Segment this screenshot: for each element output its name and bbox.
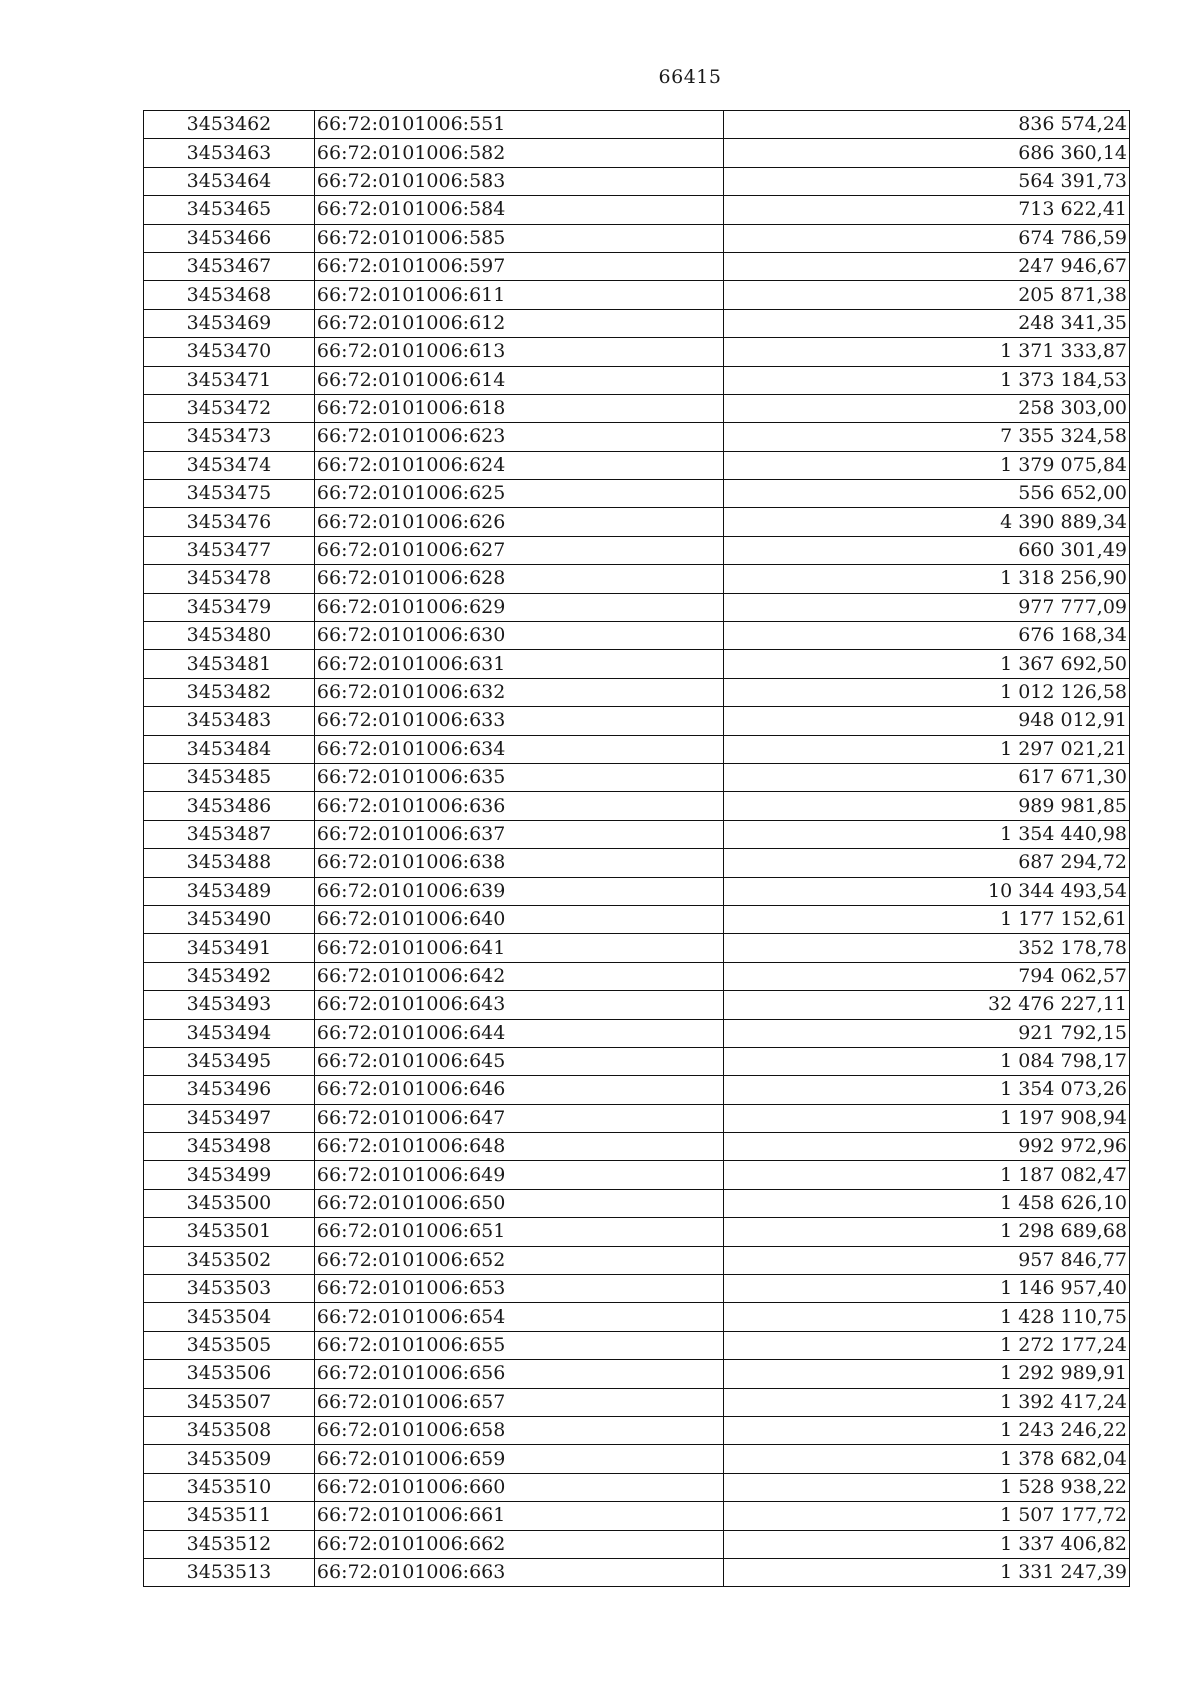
row-id-cell: 3453493 <box>144 991 315 1019</box>
cadastral-number-cell: 66:72:0101006:614 <box>314 366 724 394</box>
value-cell: 1 379 075,84 <box>724 451 1130 479</box>
cadastral-number-cell: 66:72:0101006:658 <box>314 1416 724 1444</box>
value-cell: 674 786,59 <box>724 224 1130 252</box>
row-id-cell: 3453491 <box>144 934 315 962</box>
value-cell: 556 652,00 <box>724 480 1130 508</box>
table-row <box>144 1246 1130 1274</box>
row-id-cell: 3453497 <box>144 1104 315 1132</box>
value-cell: 1 337 406,82 <box>724 1530 1130 1558</box>
row-id-cell: 3453507 <box>144 1388 315 1416</box>
table-row <box>144 820 1130 848</box>
cadastral-number-cell: 66:72:0101006:651 <box>314 1218 724 1246</box>
table-row <box>144 650 1130 678</box>
table-row <box>144 678 1130 706</box>
row-id-cell: 3453477 <box>144 536 315 564</box>
row-id-cell: 3453509 <box>144 1445 315 1473</box>
value-cell: 1 146 957,40 <box>724 1275 1130 1303</box>
row-id-cell: 3453468 <box>144 281 315 309</box>
table-row <box>144 1047 1130 1075</box>
cadastral-number-cell: 66:72:0101006:640 <box>314 905 724 933</box>
value-cell: 1 084 798,17 <box>724 1047 1130 1075</box>
row-id-cell: 3453510 <box>144 1473 315 1501</box>
cadastral-number-cell: 66:72:0101006:584 <box>314 196 724 224</box>
row-id-cell: 3453496 <box>144 1076 315 1104</box>
table-row <box>144 480 1130 508</box>
cadastral-number-cell: 66:72:0101006:632 <box>314 678 724 706</box>
row-id-cell: 3453513 <box>144 1558 315 1586</box>
cadastral-number-cell: 66:72:0101006:649 <box>314 1161 724 1189</box>
row-id-cell: 3453481 <box>144 650 315 678</box>
value-cell: 1 292 989,91 <box>724 1360 1130 1388</box>
table-row <box>144 962 1130 990</box>
cadastral-number-cell: 66:72:0101006:655 <box>314 1331 724 1359</box>
cadastral-number-cell: 66:72:0101006:641 <box>314 934 724 962</box>
cadastral-number-cell: 66:72:0101006:627 <box>314 536 724 564</box>
row-id-cell: 3453473 <box>144 423 315 451</box>
table-row <box>144 763 1130 791</box>
table-row <box>144 1133 1130 1161</box>
row-id-cell: 3453498 <box>144 1133 315 1161</box>
cadastral-number-cell: 66:72:0101006:663 <box>314 1558 724 1586</box>
value-cell: 660 301,49 <box>724 536 1130 564</box>
table-row <box>144 1502 1130 1530</box>
row-id-cell: 3453508 <box>144 1416 315 1444</box>
table-row <box>144 1275 1130 1303</box>
table-body <box>144 111 1130 1587</box>
table-row <box>144 1445 1130 1473</box>
value-cell: 794 062,57 <box>724 962 1130 990</box>
value-cell: 687 294,72 <box>724 849 1130 877</box>
value-cell: 1 243 246,22 <box>724 1416 1130 1444</box>
row-id-cell: 3453485 <box>144 763 315 791</box>
table-row <box>144 735 1130 763</box>
value-cell: 1 507 177,72 <box>724 1502 1130 1530</box>
table-row <box>144 111 1130 139</box>
row-id-cell: 3453504 <box>144 1303 315 1331</box>
row-id-cell: 3453487 <box>144 820 315 848</box>
cadastral-number-cell: 66:72:0101006:647 <box>314 1104 724 1132</box>
row-id-cell: 3453470 <box>144 338 315 366</box>
row-id-cell: 3453499 <box>144 1161 315 1189</box>
value-cell: 1 367 692,50 <box>724 650 1130 678</box>
row-id-cell: 3453506 <box>144 1360 315 1388</box>
cadastral-number-cell: 66:72:0101006:653 <box>314 1275 724 1303</box>
value-cell: 1 354 440,98 <box>724 820 1130 848</box>
table-row <box>144 905 1130 933</box>
row-id-cell: 3453464 <box>144 167 315 195</box>
value-cell: 258 303,00 <box>724 394 1130 422</box>
table-row <box>144 224 1130 252</box>
row-id-cell: 3453467 <box>144 252 315 280</box>
table-row <box>144 309 1130 337</box>
row-id-cell: 3453511 <box>144 1502 315 1530</box>
value-cell: 836 574,24 <box>724 111 1130 139</box>
value-cell: 1 012 126,58 <box>724 678 1130 706</box>
table-row <box>144 707 1130 735</box>
value-cell: 617 671,30 <box>724 763 1130 791</box>
cadastral-number-cell: 66:72:0101006:633 <box>314 707 724 735</box>
row-id-cell: 3453503 <box>144 1275 315 1303</box>
value-cell: 10 344 493,54 <box>724 877 1130 905</box>
row-id-cell: 3453475 <box>144 480 315 508</box>
row-id-cell: 3453495 <box>144 1047 315 1075</box>
value-cell: 1 318 256,90 <box>724 565 1130 593</box>
table-row <box>144 1530 1130 1558</box>
cadastral-number-cell: 66:72:0101006:628 <box>314 565 724 593</box>
table-row <box>144 1161 1130 1189</box>
cadastral-number-cell: 66:72:0101006:637 <box>314 820 724 848</box>
cadastral-number-cell: 66:72:0101006:551 <box>314 111 724 139</box>
row-id-cell: 3453500 <box>144 1189 315 1217</box>
value-cell: 564 391,73 <box>724 167 1130 195</box>
cadastral-number-cell: 66:72:0101006:626 <box>314 508 724 536</box>
row-id-cell: 3453472 <box>144 394 315 422</box>
cadastral-number-cell: 66:72:0101006:643 <box>314 991 724 1019</box>
table-row <box>144 252 1130 280</box>
table-row <box>144 622 1130 650</box>
table-row <box>144 1388 1130 1416</box>
table-row <box>144 451 1130 479</box>
cadastral-number-cell: 66:72:0101006:630 <box>314 622 724 650</box>
table-row <box>144 394 1130 422</box>
value-cell: 1 197 908,94 <box>724 1104 1130 1132</box>
value-cell: 992 972,96 <box>724 1133 1130 1161</box>
cadastral-number-cell: 66:72:0101006:583 <box>314 167 724 195</box>
cadastral-number-cell: 66:72:0101006:629 <box>314 593 724 621</box>
cadastral-number-cell: 66:72:0101006:618 <box>314 394 724 422</box>
value-cell: 957 846,77 <box>724 1246 1130 1274</box>
row-id-cell: 3453505 <box>144 1331 315 1359</box>
row-id-cell: 3453462 <box>144 111 315 139</box>
value-cell: 1 187 082,47 <box>724 1161 1130 1189</box>
row-id-cell: 3453484 <box>144 735 315 763</box>
table-row <box>144 1558 1130 1586</box>
row-id-cell: 3453466 <box>144 224 315 252</box>
cadastral-number-cell: 66:72:0101006:612 <box>314 309 724 337</box>
row-id-cell: 3453479 <box>144 593 315 621</box>
cadastral-number-cell: 66:72:0101006:654 <box>314 1303 724 1331</box>
table-row <box>144 1019 1130 1047</box>
value-cell: 921 792,15 <box>724 1019 1130 1047</box>
row-id-cell: 3453469 <box>144 309 315 337</box>
cadastral-number-cell: 66:72:0101006:652 <box>314 1246 724 1274</box>
cadastral-number-cell: 66:72:0101006:635 <box>314 763 724 791</box>
table-row <box>144 934 1130 962</box>
value-cell: 32 476 227,11 <box>724 991 1130 1019</box>
cadastral-value-table <box>143 110 1130 1587</box>
cadastral-number-cell: 66:72:0101006:625 <box>314 480 724 508</box>
table-row <box>144 991 1130 1019</box>
value-cell: 1 458 626,10 <box>724 1189 1130 1217</box>
cadastral-number-cell: 66:72:0101006:638 <box>314 849 724 877</box>
value-cell: 686 360,14 <box>724 139 1130 167</box>
cadastral-number-cell: 66:72:0101006:613 <box>314 338 724 366</box>
cadastral-number-cell: 66:72:0101006:646 <box>314 1076 724 1104</box>
cadastral-number-cell: 66:72:0101006:631 <box>314 650 724 678</box>
value-cell: 948 012,91 <box>724 707 1130 735</box>
value-cell: 1 373 184,53 <box>724 366 1130 394</box>
row-id-cell: 3453492 <box>144 962 315 990</box>
cadastral-number-cell: 66:72:0101006:657 <box>314 1388 724 1416</box>
row-id-cell: 3453474 <box>144 451 315 479</box>
table-row <box>144 338 1130 366</box>
row-id-cell: 3453463 <box>144 139 315 167</box>
value-cell: 1 298 689,68 <box>724 1218 1130 1246</box>
table-row <box>144 366 1130 394</box>
row-id-cell: 3453471 <box>144 366 315 394</box>
table-row <box>144 849 1130 877</box>
row-id-cell: 3453488 <box>144 849 315 877</box>
table-row <box>144 423 1130 451</box>
cadastral-number-cell: 66:72:0101006:648 <box>314 1133 724 1161</box>
table-row <box>144 877 1130 905</box>
value-cell: 977 777,09 <box>724 593 1130 621</box>
cadastral-number-cell: 66:72:0101006:642 <box>314 962 724 990</box>
cadastral-number-cell: 66:72:0101006:624 <box>314 451 724 479</box>
row-id-cell: 3453482 <box>144 678 315 706</box>
table-row <box>144 536 1130 564</box>
value-cell: 205 871,38 <box>724 281 1130 309</box>
row-id-cell: 3453501 <box>144 1218 315 1246</box>
value-cell: 713 622,41 <box>724 196 1130 224</box>
cadastral-number-cell: 66:72:0101006:611 <box>314 281 724 309</box>
cadastral-number-cell: 66:72:0101006:656 <box>314 1360 724 1388</box>
cadastral-number-cell: 66:72:0101006:623 <box>314 423 724 451</box>
value-cell: 989 981,85 <box>724 792 1130 820</box>
value-cell: 1 354 073,26 <box>724 1076 1130 1104</box>
row-id-cell: 3453489 <box>144 877 315 905</box>
table-row <box>144 593 1130 621</box>
row-id-cell: 3453490 <box>144 905 315 933</box>
cadastral-number-cell: 66:72:0101006:585 <box>314 224 724 252</box>
cadastral-number-cell: 66:72:0101006:660 <box>314 1473 724 1501</box>
cadastral-number-cell: 66:72:0101006:644 <box>314 1019 724 1047</box>
cadastral-number-cell: 66:72:0101006:645 <box>314 1047 724 1075</box>
table-row <box>144 196 1130 224</box>
table-row <box>144 1218 1130 1246</box>
table-row <box>144 565 1130 593</box>
table-row <box>144 1473 1130 1501</box>
value-cell: 1 177 152,61 <box>724 905 1130 933</box>
value-cell: 4 390 889,34 <box>724 508 1130 536</box>
value-cell: 1 272 177,24 <box>724 1331 1130 1359</box>
table-row <box>144 1360 1130 1388</box>
cadastral-number-cell: 66:72:0101006:650 <box>314 1189 724 1217</box>
cadastral-number-cell: 66:72:0101006:661 <box>314 1502 724 1530</box>
value-cell: 1 528 938,22 <box>724 1473 1130 1501</box>
row-id-cell: 3453502 <box>144 1246 315 1274</box>
value-cell: 1 378 682,04 <box>724 1445 1130 1473</box>
value-cell: 352 178,78 <box>724 934 1130 962</box>
value-cell: 1 428 110,75 <box>724 1303 1130 1331</box>
table-row <box>144 1303 1130 1331</box>
table-row <box>144 1104 1130 1132</box>
row-id-cell: 3453478 <box>144 565 315 593</box>
table-row <box>144 139 1130 167</box>
cadastral-number-cell: 66:72:0101006:659 <box>314 1445 724 1473</box>
page-number: 66415 <box>658 66 722 88</box>
cadastral-number-cell: 66:72:0101006:662 <box>314 1530 724 1558</box>
table-row <box>144 792 1130 820</box>
table-row <box>144 1076 1130 1104</box>
value-cell: 1 297 021,21 <box>724 735 1130 763</box>
table-row <box>144 1416 1130 1444</box>
table-row <box>144 1189 1130 1217</box>
cadastral-number-cell: 66:72:0101006:634 <box>314 735 724 763</box>
row-id-cell: 3453512 <box>144 1530 315 1558</box>
value-cell: 248 341,35 <box>724 309 1130 337</box>
cadastral-number-cell: 66:72:0101006:597 <box>314 252 724 280</box>
value-cell: 1 371 333,87 <box>724 338 1130 366</box>
value-cell: 247 946,67 <box>724 252 1130 280</box>
row-id-cell: 3453476 <box>144 508 315 536</box>
row-id-cell: 3453480 <box>144 622 315 650</box>
cadastral-number-cell: 66:72:0101006:582 <box>314 139 724 167</box>
table-row <box>144 281 1130 309</box>
value-cell: 1 392 417,24 <box>724 1388 1130 1416</box>
value-cell: 7 355 324,58 <box>724 423 1130 451</box>
value-cell: 1 331 247,39 <box>724 1558 1130 1586</box>
value-cell: 676 168,34 <box>724 622 1130 650</box>
table-row <box>144 508 1130 536</box>
table-row <box>144 1331 1130 1359</box>
cadastral-number-cell: 66:72:0101006:639 <box>314 877 724 905</box>
row-id-cell: 3453483 <box>144 707 315 735</box>
row-id-cell: 3453465 <box>144 196 315 224</box>
row-id-cell: 3453494 <box>144 1019 315 1047</box>
row-id-cell: 3453486 <box>144 792 315 820</box>
cadastral-number-cell: 66:72:0101006:636 <box>314 792 724 820</box>
table-row <box>144 167 1130 195</box>
